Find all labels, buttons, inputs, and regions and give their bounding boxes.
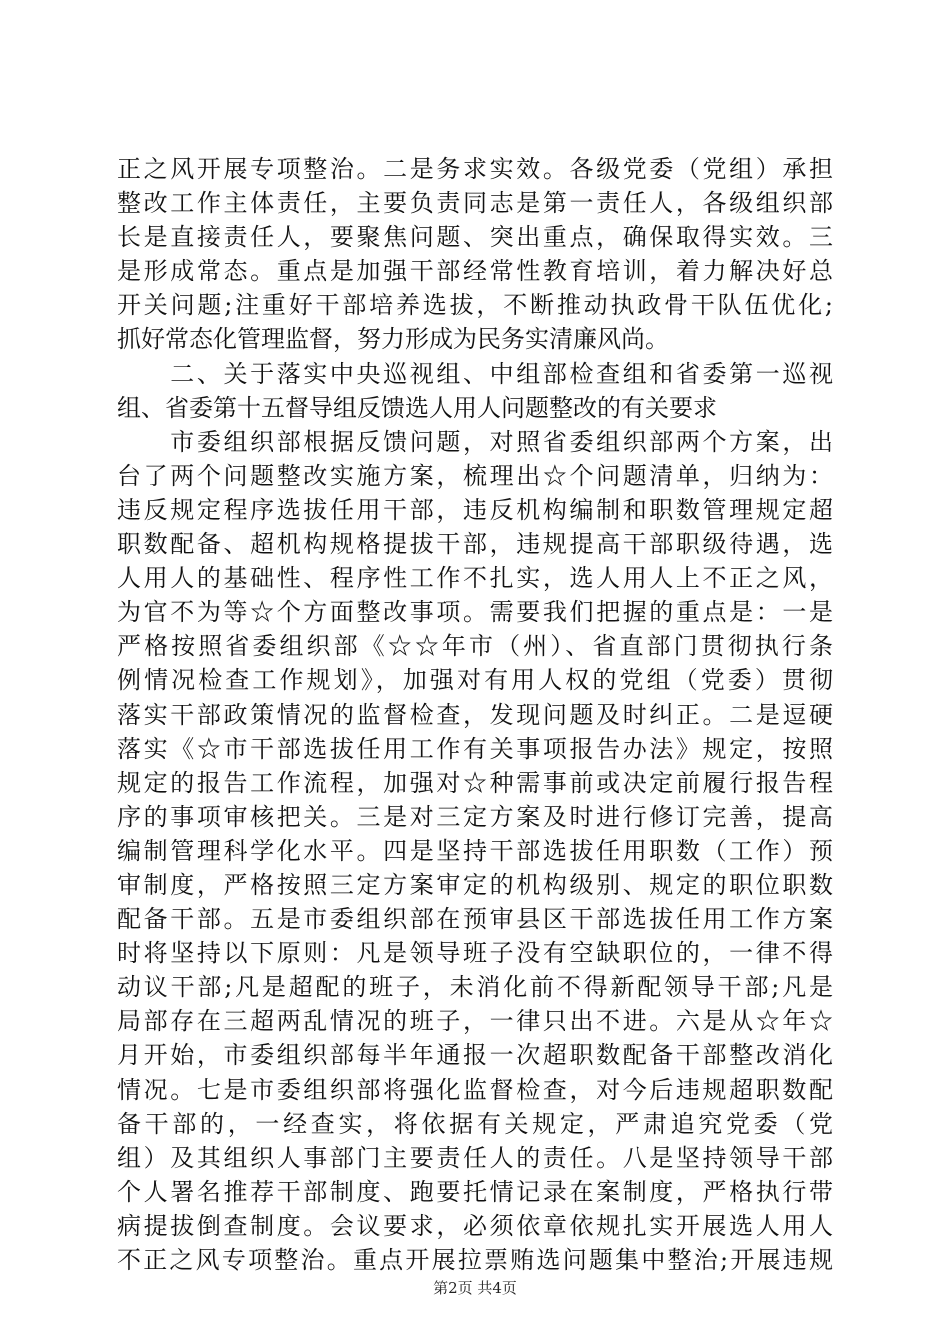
text-line: 正之风开展专项整治。二是务求实效。各级党委（党组）承担 (117, 155, 833, 183)
text-line: 落实干部政策情况的监督检查，发现问题及时纠正。二是逗硬 (117, 700, 833, 729)
text-line: 职数配备、超机构规格提拔干部，违规提高干部职级待遇，选 (117, 530, 833, 559)
section-heading-line: 二、关于落实中央巡视组、中组部检查组和省委第一巡视 (117, 359, 833, 388)
text-line: 编制管理科学化水平。四是坚持干部选拔任用职数（工作）预 (117, 836, 833, 865)
text-line: 个人署名推荐干部制度、跑要托情记录在案制度，严格执行带 (117, 1177, 833, 1206)
text-line: 审制度，严格按照三定方案审定的机构级别、规定的职位职数 (117, 870, 833, 899)
text-line: 开关问题;注重好干部培养选拔，不断推动执政骨干队伍优化; (117, 291, 833, 320)
text-line: 时将坚持以下原则：凡是领导班子没有空缺职位的，一律不得 (117, 939, 833, 968)
text-line: 落实《☆市干部选拔任用工作有关事项报告办法》规定，按照 (117, 734, 833, 763)
text-line: 是形成常态。重点是加强干部经常性教育培训，着力解决好总 (117, 257, 833, 286)
text-line: 备干部的，一经查实，将依据有关规定，严肃追究党委（党 (117, 1109, 833, 1138)
text-line: 台了两个问题整改实施方案，梳理出☆个问题清单，归纳为： (117, 461, 833, 490)
text-line: 违反规定程序选拔任用干部，违反机构编制和职数管理规定超 (117, 495, 833, 524)
text-line: 组）及其组织人事部门主要责任人的责任。八是坚持领导干部 (117, 1143, 833, 1172)
text-line: 人用人的基础性、程序性工作不扎实，选人用人上不正之风， (117, 564, 833, 593)
text-line: 市委组织部根据反馈问题，对照省委组织部两个方案，出 (117, 427, 833, 456)
text-line: 规定的报告工作流程，加强对☆种需事前或决定前履行报告程 (117, 768, 833, 797)
text-line: 例情况检查工作规划》，加强对有用人权的党组（党委）贯彻 (117, 666, 833, 695)
text-line: 序的事项审核把关。三是对三定方案及时进行修订完善，提高 (117, 802, 833, 831)
document-body (117, 152, 833, 1277)
text-line: 局部存在三超两乱情况的班子，一律只出不进。六是从☆年☆ (117, 1007, 833, 1036)
text-line: 病提拔倒查制度。会议要求，必须依章依规扎实开展选人用人 (117, 1211, 833, 1240)
text-line: 抓好常态化管理监督，努力形成为民务实清廉风尚。 (117, 325, 669, 354)
text-line: 情况。七是市委组织部将强化监督检查，对今后违规超职数配 (117, 1075, 833, 1104)
text-line: 不正之风专项整治。重点开展拉票贿选问题集中整治;开展违规 (117, 1246, 833, 1274)
text-line: 配备干部。五是市委组织部在预审县区干部选拔任用工作方案 (117, 905, 833, 934)
text-line: 动议干部;凡是超配的班子，未消化前不得新配领导干部;凡是 (117, 973, 833, 1002)
text-line: 严格按照省委组织部《☆☆年市（州）、省直部门贯彻执行条 (117, 632, 833, 661)
text-line: 为官不为等☆个方面整改事项。需要我们把握的重点是：一是 (117, 598, 833, 627)
page-footer (0, 1277, 950, 1298)
page-number-label: 第2页 共4页 (433, 1279, 517, 1297)
text-line: 长是直接责任人，要聚焦问题、突出重点，确保取得实效。三 (117, 223, 833, 252)
section-heading-line: 组、省委第十五督导组反馈选人用人问题整改的有关要求 (117, 393, 717, 422)
text-line: 月开始，市委组织部每半年通报一次超职数配备干部整改消化 (117, 1041, 833, 1070)
text-line: 整改工作主体责任，主要负责同志是第一责任人，各级组织部 (117, 189, 833, 218)
